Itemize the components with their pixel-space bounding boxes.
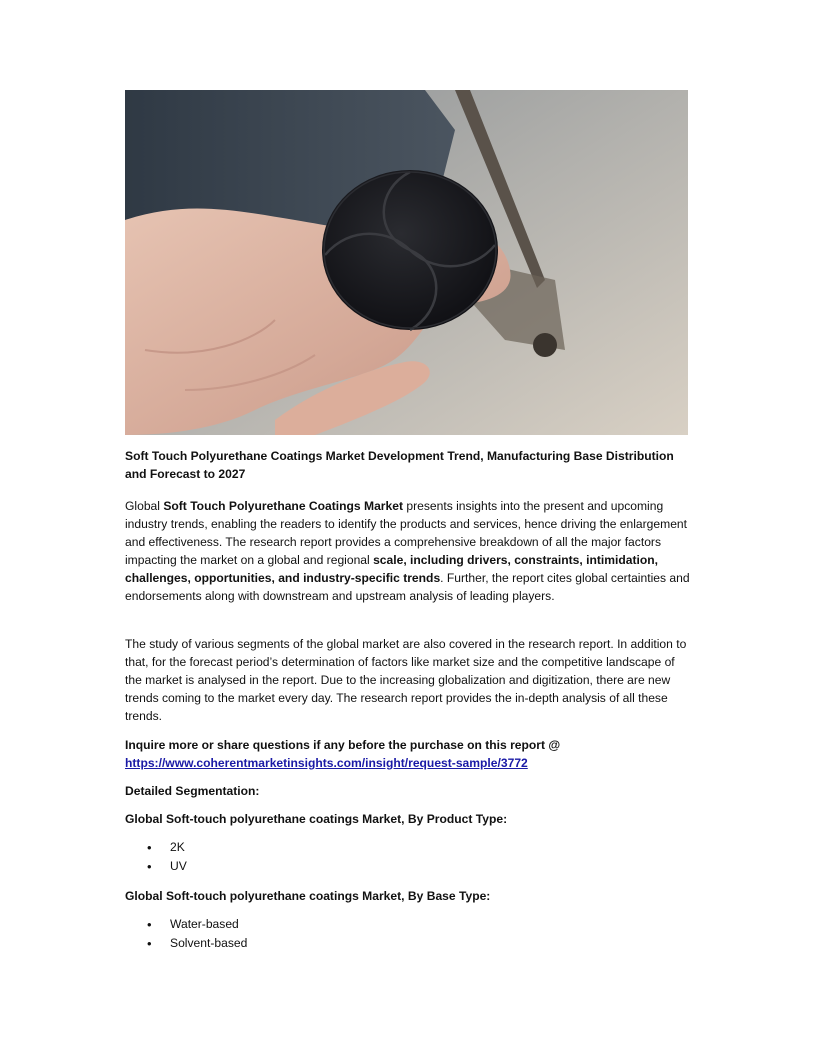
base-type-heading: Global Soft-touch polyurethane coatings Market, By Base Type:: [125, 889, 491, 903]
base-type-list: [147, 915, 247, 953]
intro-paragraph: [125, 497, 691, 605]
request-sample-link[interactable]: https://www.coherentmarketinsights.com/insight/request-sample/3772: [125, 756, 528, 770]
document-title: Soft Touch Polyurethane Coatings Market Development Trend, Manufacturing Base Distribution and Forecast to 2027: [125, 449, 674, 481]
product-type-list: [147, 838, 187, 876]
intro-text-3: . Further, the report cites global certainties and endorsements along with downstream and upstream analysis of leading players.: [125, 571, 690, 603]
product-type-heading: Global Soft-touch polyurethane coatings Market, By Product Type:: [125, 812, 508, 826]
inquire-text: Inquire more or share questions if any before the purchase on this report @: [125, 738, 561, 752]
segmentation-heading: Detailed Segmentation:: [125, 784, 260, 798]
product-photo: [125, 90, 688, 435]
list-item: • Solvent-based: [147, 934, 247, 953]
study-paragraph: The study of various segments of the global market are also covered in the research report. In addition to that, for the forecast period’s determination of factors like market size and the competitive landscape of the market is analysed in the report. Due to the increasing globalization and digitization, there are new trends coming to the market every day. The research report provides the in-depth analysis of all these trends.: [125, 637, 687, 723]
list-item: • Water-based: [147, 915, 247, 934]
intro-factors: scale, including drivers, constraints, intimidation, challenges, opportunities, and industry-specific trends: [125, 553, 659, 585]
intro-market-name: Soft Touch Polyurethane Coatings Market: [163, 499, 403, 513]
intro-text-1: Global: [125, 499, 164, 513]
list-item: • UV: [147, 857, 187, 876]
list-item: • 2K: [147, 838, 187, 857]
inquire-paragraph: [125, 736, 691, 772]
intro-text-2: presents insights into the present and upcoming industry trends, enabling the readers to identify the products and services, hence driving the enlargement and effectiveness. The research report provides a comprehensive breakdown of all the major factors impacting the market on a global and regional: [125, 499, 688, 567]
